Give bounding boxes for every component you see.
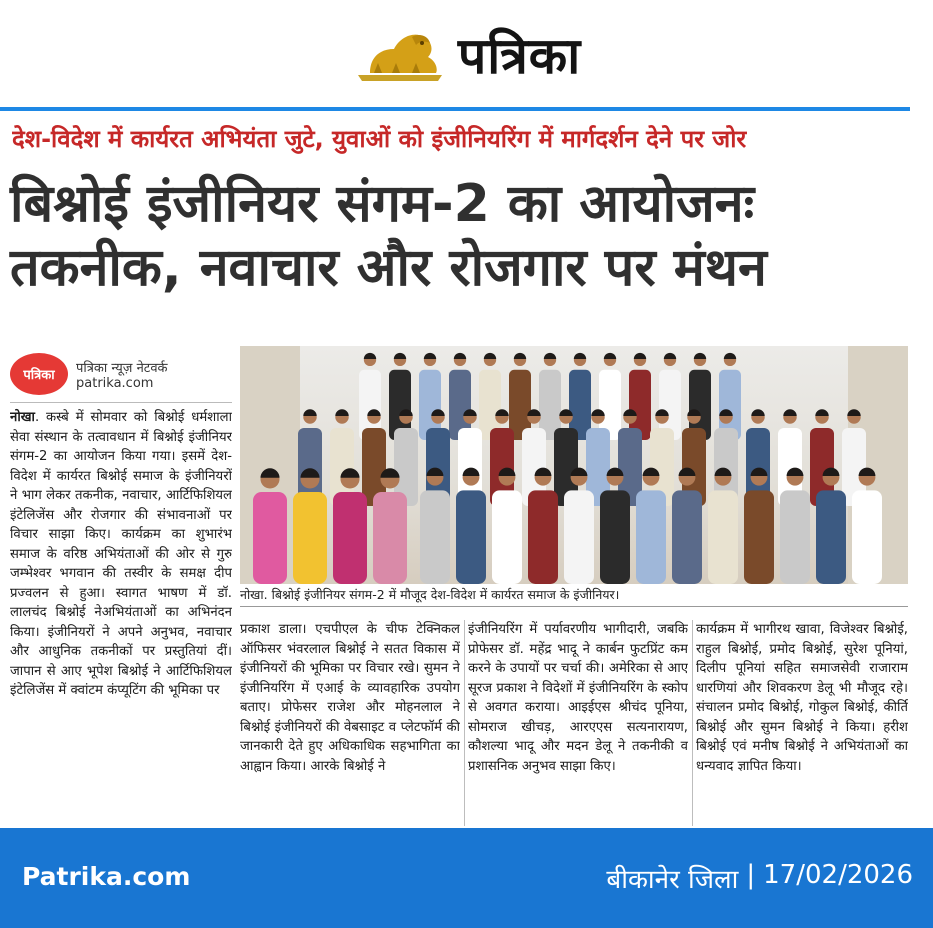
photo-person-body xyxy=(816,490,846,584)
photo-person xyxy=(298,409,322,506)
photo-person-hair xyxy=(694,353,706,359)
photo-person xyxy=(253,468,287,584)
photo-person-body xyxy=(600,490,630,584)
photo-person xyxy=(629,353,651,440)
article-column-3: इंजीनियरिंग में पर्यावरणीय भागीदारी, जबकि प्रोफेसर डॉ. महेंद्र भादू ने कार्बन फुटप्रिंट कम करने के उपायों पर चर्चा की। अमेरिका से आए सूरज प्रकाश ने विदेशों में इंजीनियरिंग के स्कोप से अवगत कराया। आइईएस श्रीचंद पूनिया, सोमराज खीचड़, आरएएस सत्यनारायण, कौशल्या भादू और मदन डेलू ने तकनीकी व प्रशासनिक अनुभव साझा किए। xyxy=(468,622,688,774)
photo-person-hair xyxy=(815,409,828,416)
photo-person-body xyxy=(744,490,774,584)
footer-bar xyxy=(0,828,933,928)
article-text-1: . कस्बे में सोमवार को बिश्नोई धर्मशाला सेवा संस्थान के तत्वावधान में बिश्नोई इंजीनियर संगम-2 का आयोजन किया गया। इसमें देश-विदेश में कार्यरत बिश्नोई समाज के इंजीनियरों ने भाग लेकर तकनीक, नवाचार, आर्टिफिशियल इंटेलिजेंस और रोजगार की संभावनाओं पर विचार साझा किए। कार्यक्रम का शुभारंभ समाज के वरिष्ठ अभियंताओं की ओर से गुरु जम्भेश्वर भगवान की तस्वीर के समक्ष दीप प्रज्वलन से हुआ। स्वागत भाषण में डॉ. लालचंद बिश्नोई नेअभियंताओं का अभिनंदन किया। इंजीनियरों ने अपने अनुभव, नवाचार और आधुनिक तकनीकों पर प्रस्तुतियां दीं। जापान से आए भूपेश बिश्नोई ने आर्टिफिशियल इंटेलिजेंस में क्वांटम कंप्यूटिंग की भूमिका पर xyxy=(10,410,232,698)
byline-network: पत्रिका न्यूज़ नेटवर्क xyxy=(76,360,168,376)
masthead xyxy=(0,0,933,108)
patrika-logo: पत्रिका xyxy=(10,353,68,395)
byline xyxy=(10,346,232,402)
photo-person xyxy=(569,353,591,440)
article-column-2: प्रकाश डाला। एचपीएल के चीफ टेक्निकल ऑफिसर भंवरलाल बिश्नोई ने सतत विकास में इंजीनियरों की भूमिका पर विचार रखे। सुमन ने इंजीनियरिंग में एआई के व्यावहारिक उपयोग बताए। प्रोफेसर राजेश और मोहनलाल ने बिश्नोई इंजीनियरों की वेबसाइट व प्लेटफॉर्म की जानकारी देते हुए अधिकाधिक सहभागिता का आह्वान किया। आरके बिश्नोई ने xyxy=(240,622,460,774)
photo-person xyxy=(719,353,741,440)
photo-person-body xyxy=(672,490,702,584)
photo-person-hair xyxy=(664,353,676,359)
kicker-headline: देश-विदेश में कार्यरत अभियंता जुटे, युवाओं को इंजीनियरिंग में मार्गदर्शन देने पर जोर xyxy=(12,125,747,153)
photo-person xyxy=(599,353,621,440)
photo-person-hair xyxy=(364,353,376,359)
photo-person-hair xyxy=(634,353,646,359)
footer-separator: | xyxy=(746,860,756,890)
photo-person-hair xyxy=(335,409,348,416)
photo-person xyxy=(539,353,561,440)
photo-person-hair xyxy=(544,353,556,359)
photo-person xyxy=(330,409,354,506)
photo-person-hair xyxy=(783,409,796,416)
brand-wordmark: पत्रिका xyxy=(457,27,582,85)
photo-crowd xyxy=(240,346,908,584)
photo-person-body xyxy=(780,490,810,584)
photo-person-hair xyxy=(484,353,496,359)
photo-person-hair xyxy=(847,409,860,416)
photo-person-body xyxy=(708,490,738,584)
photo-person xyxy=(419,353,441,440)
article-column-1 xyxy=(10,408,232,828)
footer-date: 17/02/2026 xyxy=(763,860,913,890)
article-column-4: कार्यक्रम में भागीरथ खावा, विजेश्वर बिश्नोई, राहुल बिश्नोई, प्रमोद बिश्नोई, सुरेश पूनियां, दिलीप पूनियां सहित समाजसेवी राजाराम धारणियां और शिवकरण डेलू भी मौजूद रहे। संचालन प्रमोद बिश्नोई, गोकुल बिश्नोई, कीर्ति बिश्नोई और सुमन बिश्नोई ने किया। हरीश बिश्नोई एवं मनीष बिश्नोई ने अभियंताओं का धन्यवाद ज्ञापित किया। xyxy=(696,622,908,774)
photo-person-hair xyxy=(751,409,764,416)
photo-person-body xyxy=(293,492,327,584)
photo-caption: नोखा. बिश्नोई इंजीनियर संगम-2 में मौजूद देश-विदेश में कार्यरत समाज के इंजीनियर। xyxy=(240,587,620,602)
photo-person-hair xyxy=(604,353,616,359)
photo-person-hair xyxy=(724,353,736,359)
lion-emblem-icon xyxy=(352,23,448,85)
footer-edition: बीकानेर जिला xyxy=(606,865,739,895)
photo-person-body xyxy=(333,492,367,584)
photo-person-hair xyxy=(454,353,466,359)
photo-person xyxy=(389,353,411,440)
photo-person-body xyxy=(636,490,666,584)
column-divider xyxy=(692,620,693,826)
photo-person-body xyxy=(373,492,407,584)
group-photo xyxy=(240,346,908,584)
photo-person-hair xyxy=(424,353,436,359)
photo-person-body xyxy=(492,490,522,584)
photo-person xyxy=(659,353,681,440)
photo-person xyxy=(449,353,471,440)
photo-person-hair xyxy=(574,353,586,359)
header-rule xyxy=(0,107,910,111)
photo-person xyxy=(689,353,711,440)
photo-person-hair xyxy=(260,468,279,478)
photo-person-hair xyxy=(394,353,406,359)
photo-person-body xyxy=(852,490,882,584)
photo-person-hair xyxy=(514,353,526,359)
caption-divider xyxy=(240,606,908,607)
column-divider xyxy=(464,620,465,826)
byline-divider xyxy=(10,402,232,403)
photo-person xyxy=(359,353,381,440)
photo-person-body xyxy=(528,490,558,584)
photo-person-hair xyxy=(303,409,316,416)
footer-edition-date xyxy=(606,860,913,896)
main-headline: बिश्नोई इंजीनियर संगम-2 का आयोजनः तकनीक, नवाचार और रोजगार पर मंथन xyxy=(10,174,767,298)
photo-person xyxy=(479,353,501,440)
photo-person-body xyxy=(456,490,486,584)
photo-person xyxy=(509,353,531,440)
photo-person-body xyxy=(420,490,450,584)
photo-person-body xyxy=(253,492,287,584)
photo-person-body xyxy=(564,490,594,584)
footer-site: Patrika.com xyxy=(22,862,191,891)
byline-site: patrika.com xyxy=(76,375,154,391)
dateline: नोखा xyxy=(10,410,35,425)
